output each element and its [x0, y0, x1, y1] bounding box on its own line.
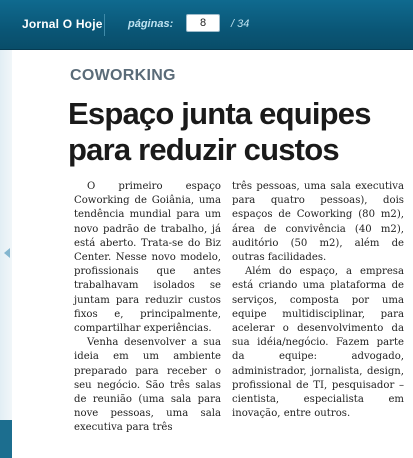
paragraph: Além do espaço, a empresa está criando uma plataforma de serviços, composta por uma equipe multidisciplinar, para acelerar o desenvolvimento da sua idéia/negócio. Fazem parte da equipe: advogado, administrador, jornalista, design, profissional de TI, pesquisador – cientista, especialista em inovação, entre outros.: [232, 266, 404, 420]
chevron-left-icon[interactable]: [4, 248, 10, 258]
article-column-1: [74, 180, 221, 436]
left-edge-shadow: [0, 420, 12, 458]
magazine-page: [12, 50, 413, 458]
brand-title: Jornal O Hoje: [22, 17, 103, 31]
toolbar-divider: [104, 14, 105, 36]
paragraph: Venha desenvolver a sua ideia em um ambiente preparado para receber o seu negócio. São três salas de reunião (uma sala para nove pessoas, uma sala executiva para três: [74, 337, 221, 434]
article-headline: Espaço junta equipes para reduzir custos: [68, 96, 371, 167]
total-pages: / 34: [231, 18, 250, 30]
article-column-2: [232, 180, 404, 421]
paragraph: O primeiro espaço Coworking de Goiânia, uma tendência mundial para um novo padrão de trabalho, já está aberto. Trata-se do Biz Center. Nesse novo modelo, profissionais que antes trabalhavam isolados se juntam para reduzir custos fixos e, principalmente, compartilhar experiências.: [74, 181, 221, 335]
page-number-input[interactable]: [186, 14, 220, 32]
pages-label: páginas:: [128, 18, 174, 30]
paragraph: três pessoas, uma sala executiva para quatro pessoas), dois espaços de Coworking (80 m2), área de convivência (40 m2), auditório (50 m2), além de outras facilidades.: [232, 181, 404, 264]
viewer-toolbar: [0, 0, 413, 50]
section-title: COWORKING: [70, 67, 176, 84]
